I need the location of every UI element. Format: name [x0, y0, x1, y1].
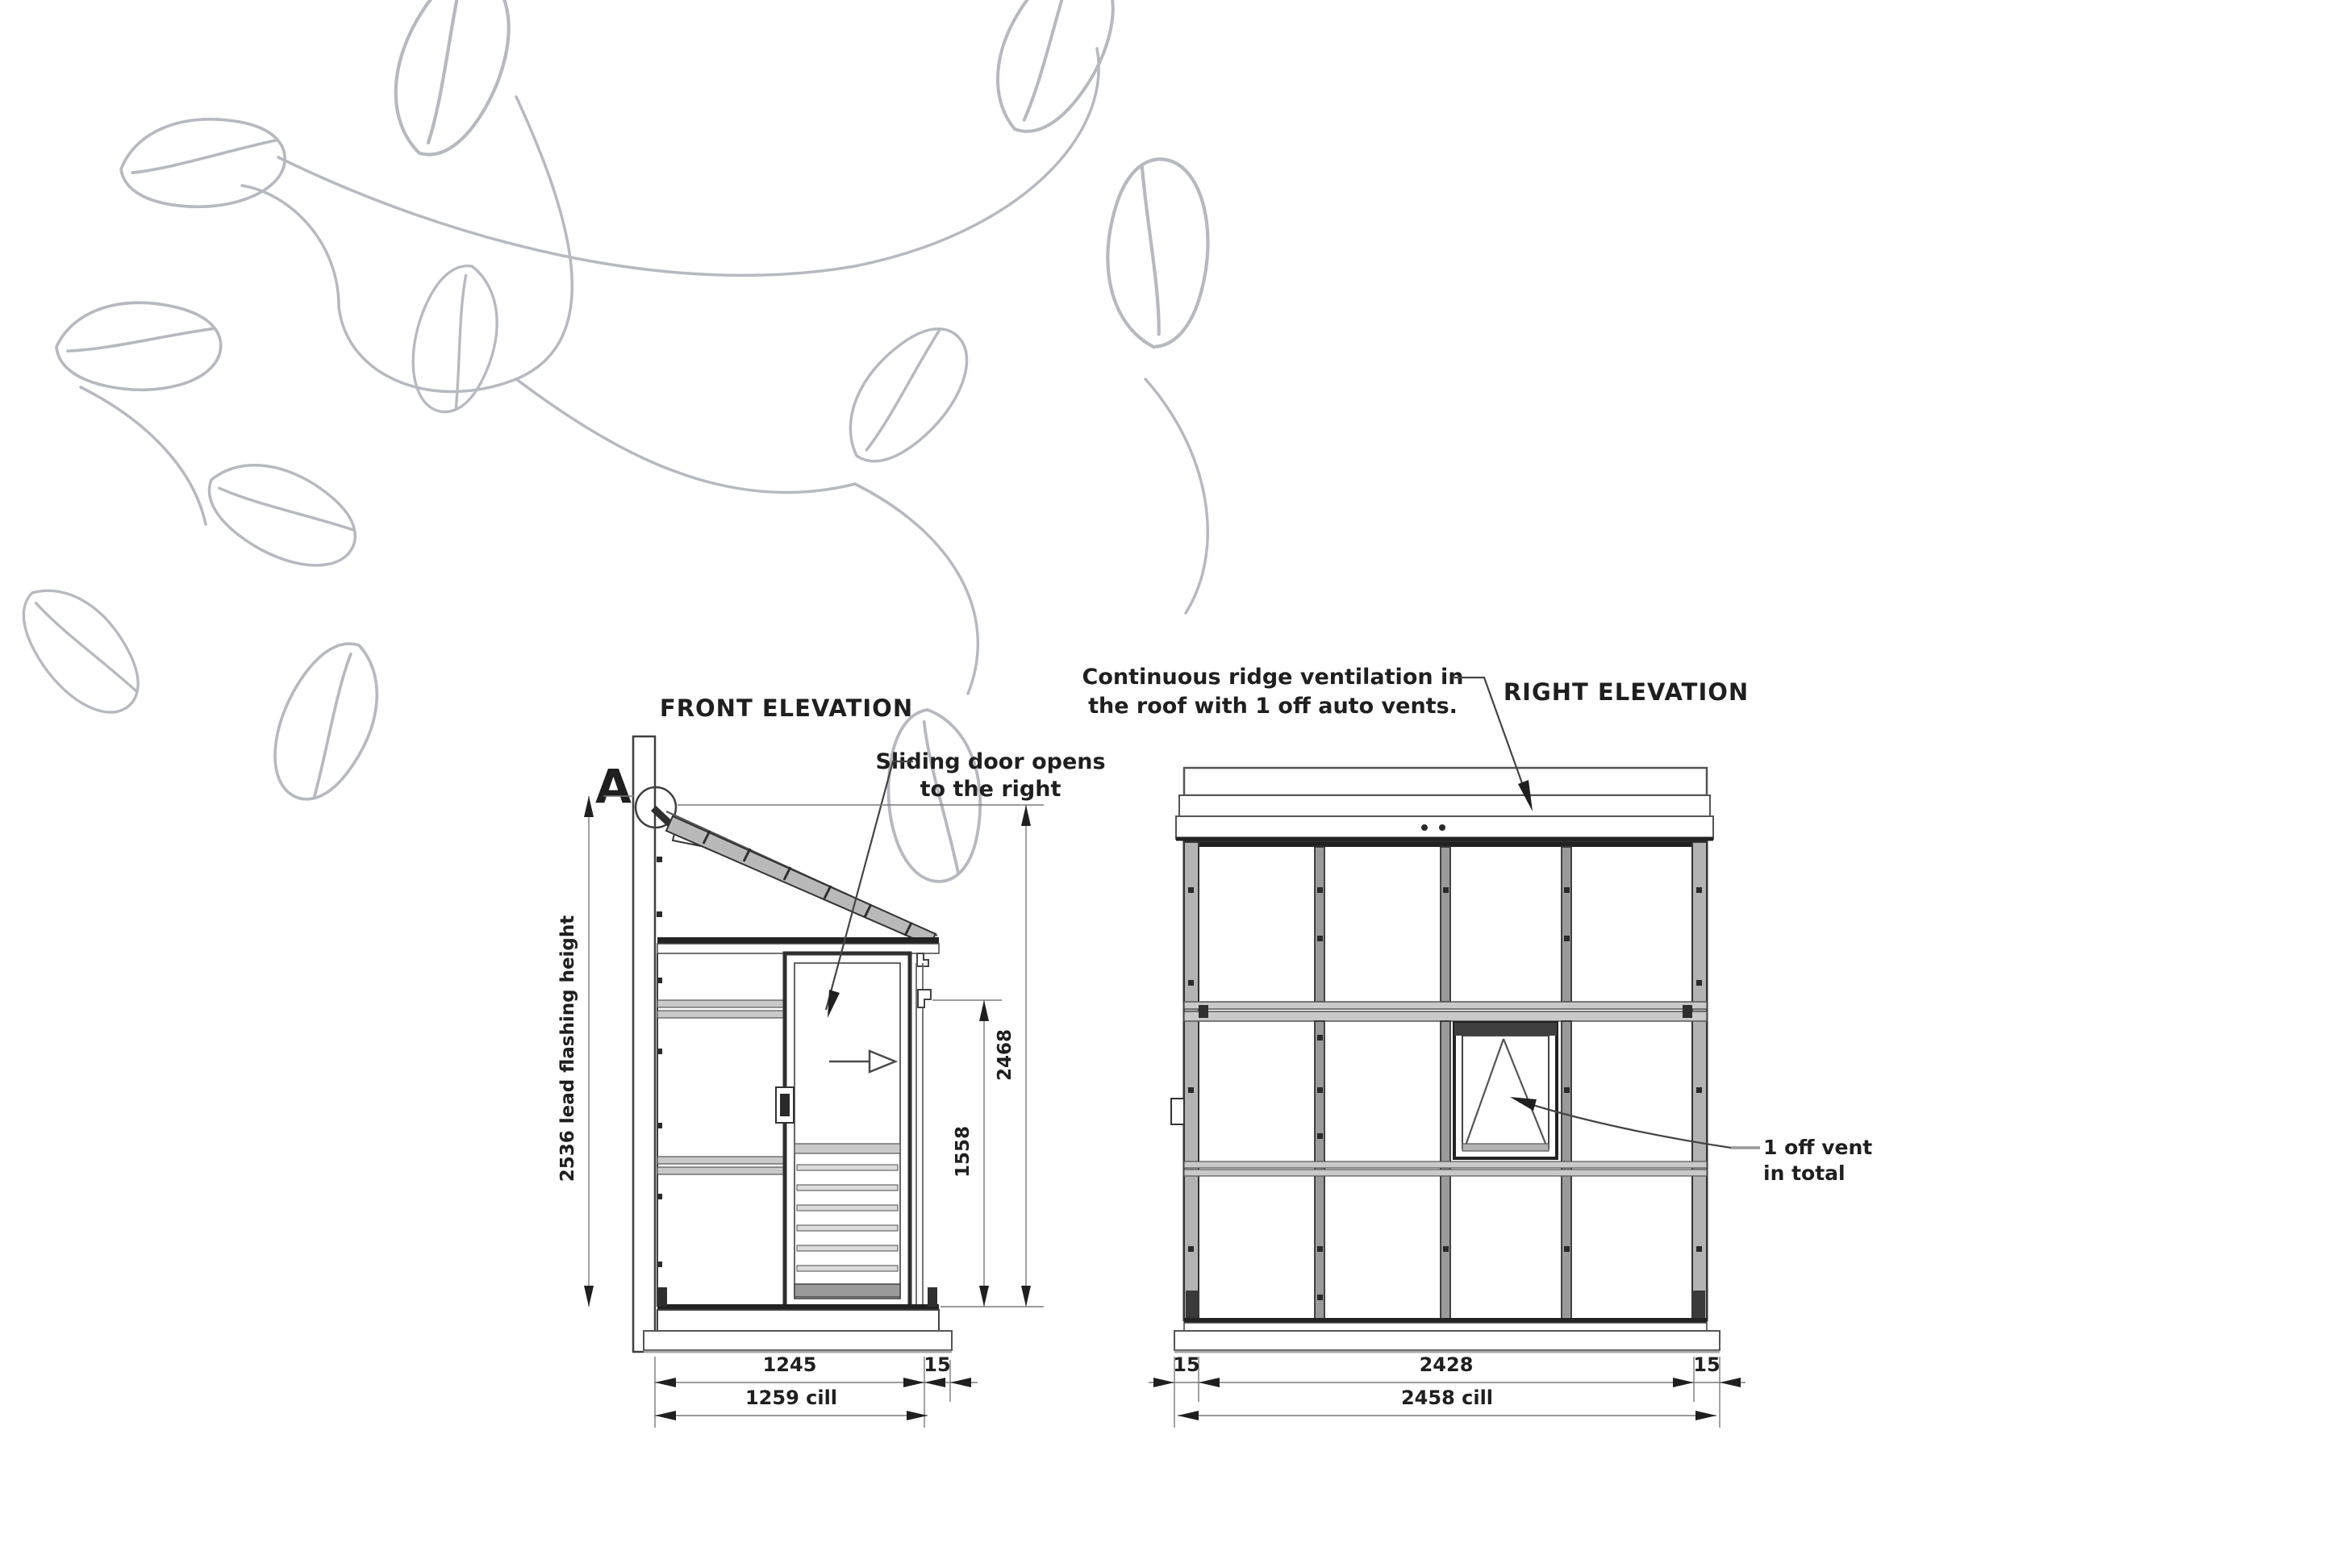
door-annotation-line2: to the right [920, 777, 1061, 802]
roof-fascia-band [1184, 768, 1707, 795]
leaf-icon [357, 0, 544, 170]
front-elevation-title: FRONT ELEVATION [659, 694, 914, 722]
vent-annotation-line1: 1 off vent [1763, 1136, 1873, 1159]
right-elevation-title: RIGHT ELEVATION [1503, 678, 1750, 706]
dim-label-cill-overhang: 15 [924, 1353, 951, 1376]
leaf-icon [117, 106, 290, 219]
dim-label-overall-height: 2536 lead flashing height [557, 915, 578, 1182]
leaf-icon [387, 256, 523, 423]
ridge-annotation-line2: the roof with 1 off auto vents. [1088, 694, 1458, 719]
door-annotation-line1: Sliding door opens [875, 749, 1106, 774]
transom-block-right [1683, 1005, 1692, 1018]
front-base-rail [657, 1310, 939, 1331]
leaf-icon [820, 314, 994, 477]
house-wall [633, 736, 655, 1352]
leaf-icon [244, 629, 411, 814]
door-mid-rail [795, 1144, 900, 1153]
track-bracket [918, 990, 931, 1007]
transom-block-left [1199, 1005, 1208, 1018]
corner-bracket-right [1692, 1291, 1705, 1320]
sliding-door-frame [785, 953, 910, 1307]
section-marker-label: A [595, 759, 632, 814]
left-panel-transoms [657, 1000, 785, 1174]
corner-bracket-left [1186, 1291, 1199, 1320]
right-cill [1174, 1331, 1720, 1350]
dim-label-cill-width: 1259 cill [744, 1387, 838, 1409]
ridge-vent-dot [1439, 824, 1445, 831]
front-elevation-view [557, 694, 1106, 1428]
base-foot-left [657, 1287, 667, 1307]
front-cill [644, 1331, 952, 1350]
door-bottom-rail [795, 1284, 900, 1297]
ridge-annotation-line1: Continuous ridge ventilation in [1082, 665, 1464, 690]
leaf-icon [51, 285, 227, 408]
dim-label-cill-width-right: 2458 cill [1400, 1387, 1494, 1409]
upper-mullions [1315, 847, 1571, 1002]
dim-label-eaves-height: 2468 [995, 1028, 1016, 1082]
dim-label-frame-width: 1245 [762, 1353, 817, 1376]
ridge-band-upper [1179, 795, 1710, 816]
door-lock [780, 1094, 790, 1116]
auto-vent-top-bar [1454, 1023, 1557, 1036]
dim-label-frame-width-right: 2428 [1419, 1353, 1474, 1376]
vent-annotation-line2: in total [1763, 1161, 1846, 1185]
side-door-handle [1171, 1099, 1184, 1124]
leaf-icon [10, 565, 152, 733]
ridge-vent-dot [1421, 824, 1428, 831]
right-base-rail [1184, 1323, 1707, 1331]
door-track-jamb [916, 963, 923, 1307]
auto-vent-bottom-bar [1462, 1144, 1549, 1151]
leaf-icon [195, 432, 369, 595]
dim-label-left-margin: 15 [1173, 1353, 1200, 1376]
leaf-icon [960, 0, 1148, 148]
dim-label-right-margin: 15 [1693, 1353, 1720, 1376]
leaf-icon [1083, 150, 1232, 355]
base-foot-right [928, 1287, 937, 1307]
main-transom [1184, 1002, 1707, 1021]
right-elevation-view [1082, 665, 1873, 1428]
dim-label-door-height: 1558 [953, 1125, 974, 1178]
